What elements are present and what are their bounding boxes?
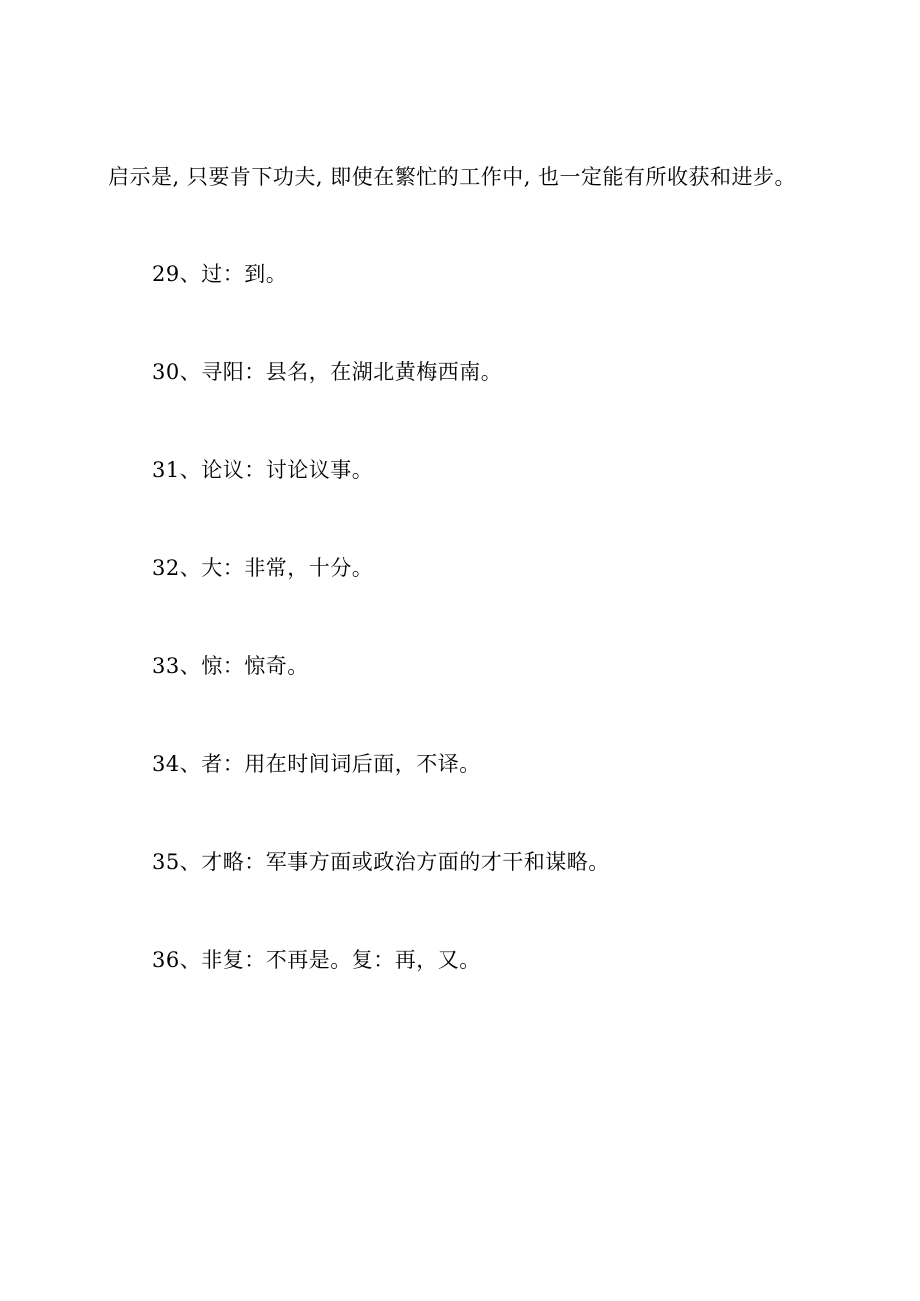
- annotation-item: 36、非复：不再是。复：再，又。: [152, 948, 481, 972]
- annotation-item: 33、惊：惊奇。: [152, 654, 309, 678]
- intro-paragraph: 启示是, 只要肯下功夫, 即使在繁忙的工作中, 也一定能有所收获和进步。: [108, 165, 797, 189]
- annotation-item: 30、寻阳：县名，在湖北黄梅西南。: [152, 360, 503, 384]
- annotation-list: [152, 259, 610, 1043]
- annotation-item: 29、过：到。: [152, 262, 288, 286]
- annotation-item: 32、大：非常，十分。: [152, 556, 374, 580]
- annotation-item: 31、论议：讨论议事。: [152, 458, 374, 482]
- annotation-item: 34、者：用在时间词后面，不译。: [152, 752, 481, 776]
- annotation-item: 35、才略：军事方面或政治方面的才干和谋略。: [152, 850, 610, 874]
